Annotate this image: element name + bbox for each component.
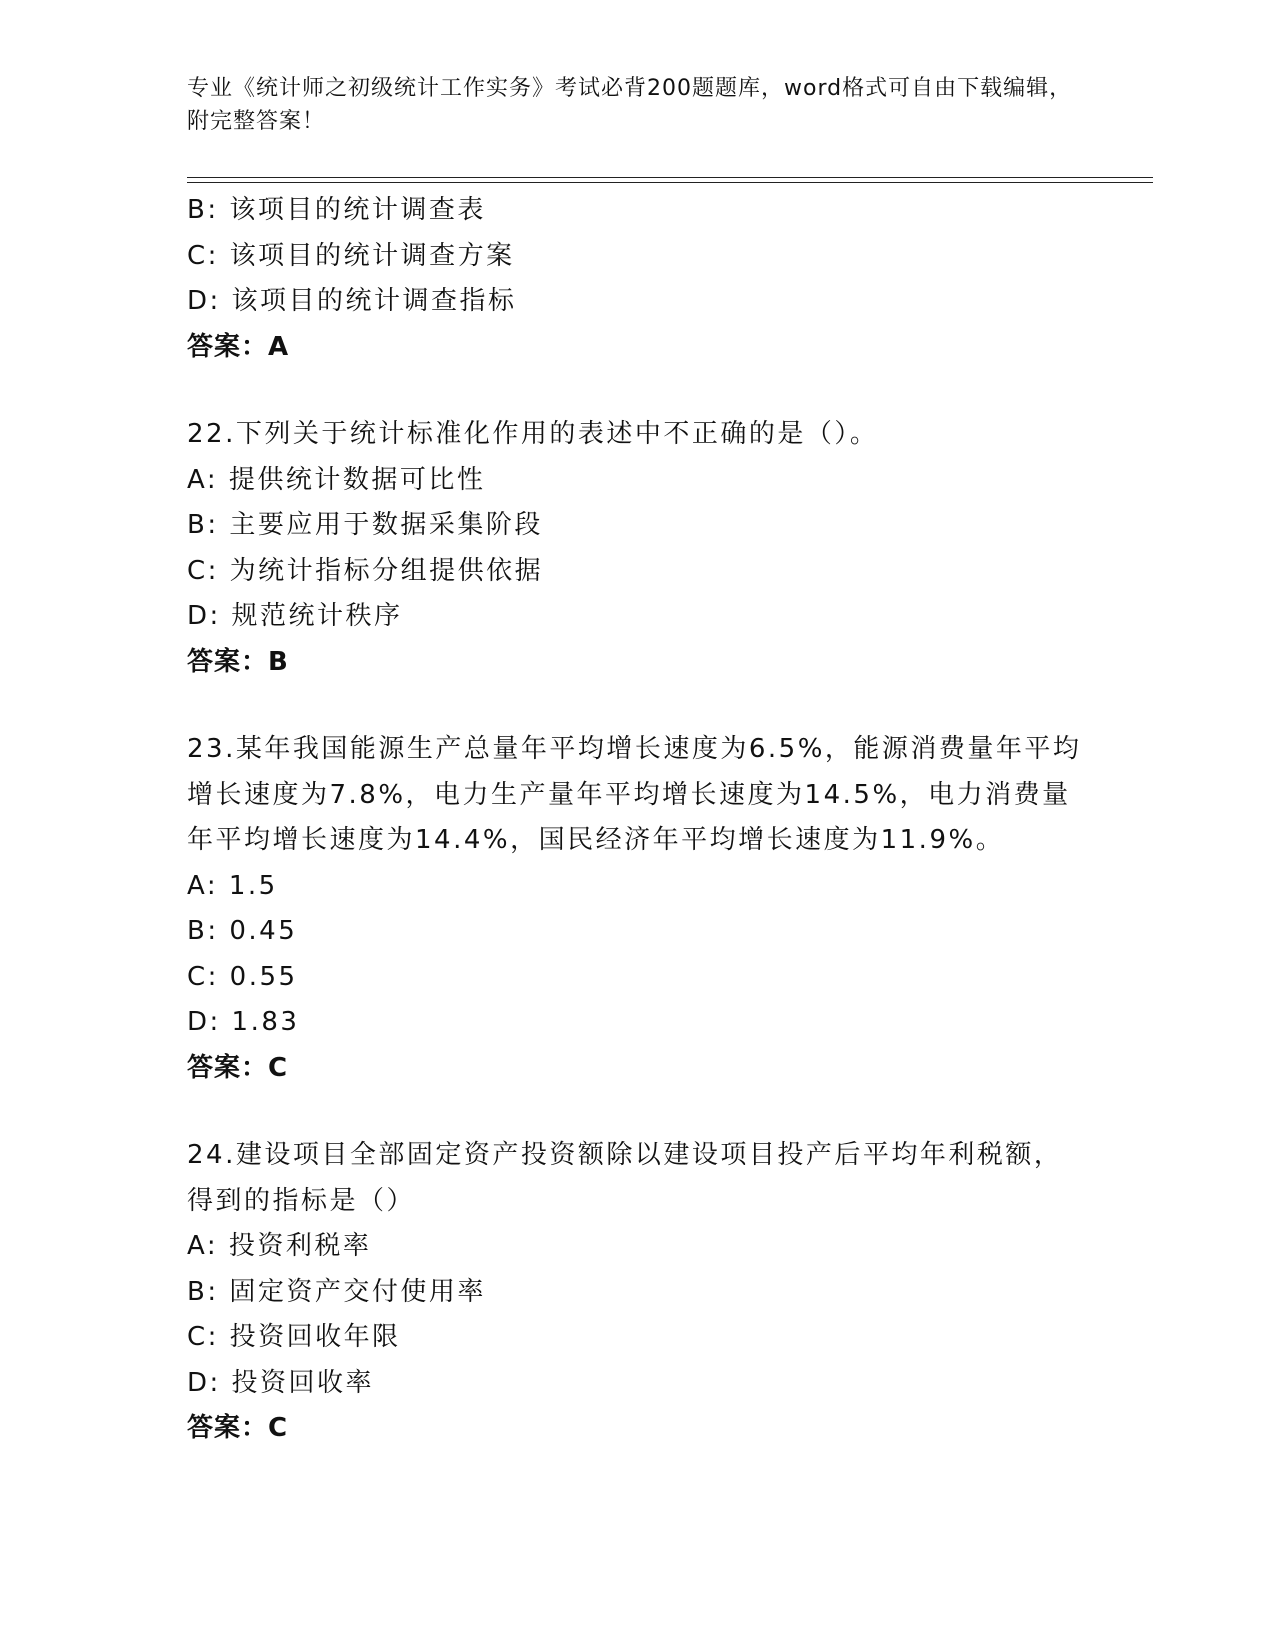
question-gap [187,1091,1087,1133]
option-c: C: 0.55 [187,961,298,992]
question-gap [187,685,1087,727]
question-gap [187,370,1087,412]
question-text: 22.下列关于统计标准化作用的表述中不正确的是（）。 [187,419,879,449]
answer: 答案：A [187,331,290,362]
option-b: B: 主要应用于数据采集阶段 [187,510,543,540]
option-d: D: 投资回收率 [187,1367,375,1398]
question-22 [187,412,1087,685]
question-list [187,188,1087,1452]
option-d: D: 1.83 [187,1007,300,1037]
header-divider-top [187,177,1153,178]
option-d: D: 该项目的统计调查指标 [187,286,517,316]
option-c: C: 投资回收年限 [187,1322,401,1352]
answer: 答案：C [187,1052,289,1083]
option-d: D: 规范统计秩序 [187,601,403,631]
document-header [187,72,1087,138]
question-text-line: 得到的指标是（） [187,1185,416,1216]
answer: 答案：B [187,646,289,677]
option-a: A: 投资利税率 [187,1231,372,1261]
question-24 [187,1133,1087,1452]
question-text-line: 24.建设项目全部固定资产投资额除以建设项目投产后平均年利税额， [187,1140,1063,1170]
option-c: C: 该项目的统计调查方案 [187,240,515,271]
option-c: C: 为统计指标分组提供依据 [187,555,544,586]
option-b: B: 0.45 [187,916,298,946]
option-b: B: 该项目的统计调查表 [187,195,486,225]
question-23 [187,727,1087,1091]
answer: 答案：C [187,1413,289,1443]
question-text-line: 增长速度为7.8%，电力生产量年平均增长速度为14.5%，电力消费量 [187,779,1071,810]
option-a: A: 1.5 [187,870,278,901]
option-b: B: 固定资产交付使用率 [187,1276,486,1307]
question-text-line: 23.某年我国能源生产总量年平均增长速度为6.5%，能源消费量年平均 [187,734,1082,764]
question-text-line: 年平均增长速度为14.4%，国民经济年平均增长速度为11.9%。 [187,825,1005,855]
header-divider-bottom [187,182,1153,183]
option-a: A: 提供统计数据可比性 [187,464,486,495]
question-21-tail [187,188,1087,370]
document-title: 专业《统计师之初级统计工作实务》考试必背200题题库，word格式可自由下载编辑，附完整答案！ [187,76,1073,134]
